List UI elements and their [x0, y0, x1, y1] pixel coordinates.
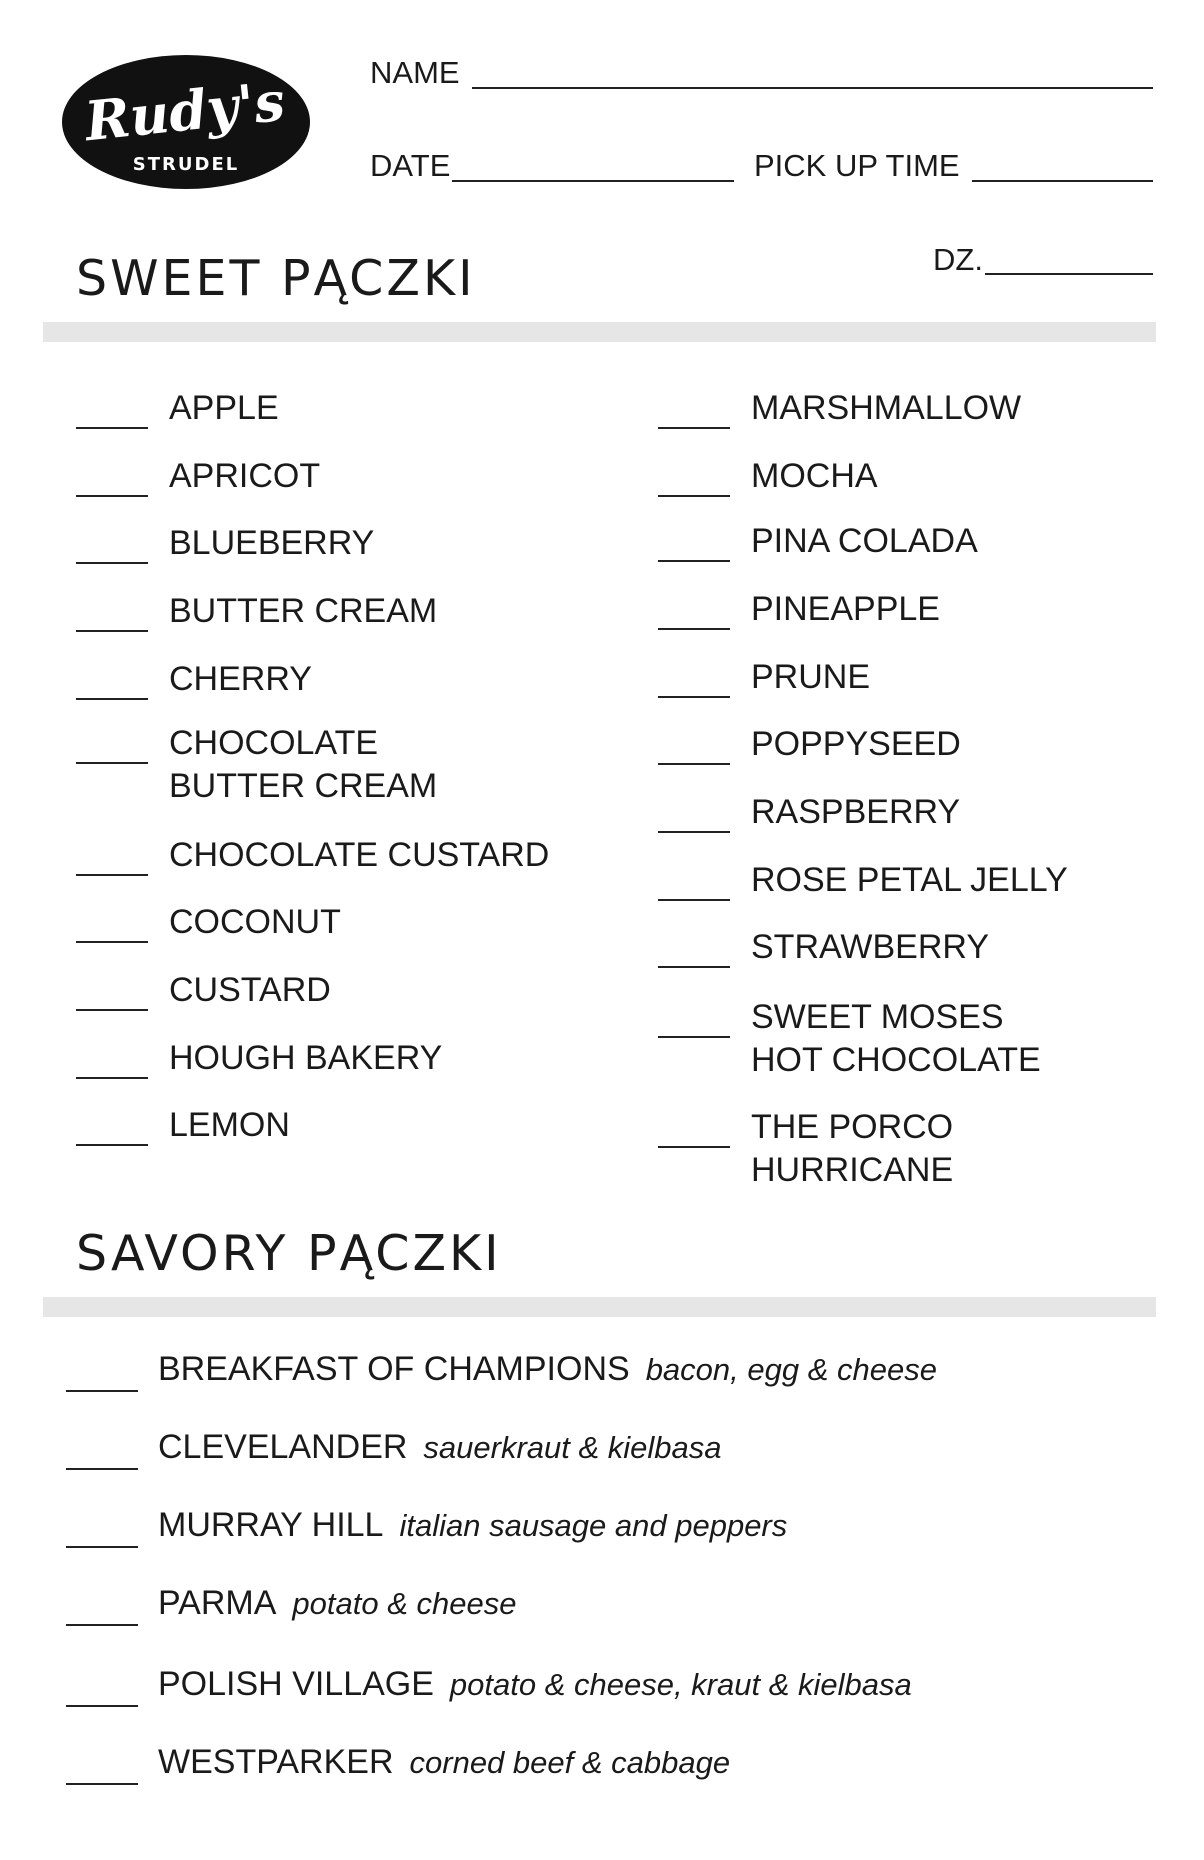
flavor-item — [751, 520, 978, 563]
flavor-label-line2: HOT CHOCOLATE — [751, 1041, 1041, 1079]
flavor-label: APPLE — [169, 389, 279, 427]
savory-item-name: BREAKFAST OF CHAMPIONS — [158, 1350, 630, 1388]
flavor-label: HOUGH BAKERY — [169, 1039, 443, 1077]
quantity-blank[interactable] — [76, 941, 148, 943]
flavor-label: CHERRY — [169, 660, 312, 698]
flavor-label: LEMON — [169, 1106, 290, 1144]
quantity-blank[interactable] — [658, 628, 730, 630]
flavor-item — [169, 1037, 442, 1080]
quantity-blank[interactable] — [76, 698, 148, 700]
savory-item-description: bacon, egg & cheese — [645, 1352, 937, 1387]
quantity-blank[interactable] — [76, 495, 148, 497]
flavor-item — [169, 658, 312, 701]
quantity-blank[interactable] — [76, 762, 148, 764]
savory-item-description: sauerkraut & kielbasa — [423, 1430, 722, 1465]
quantity-blank[interactable] — [658, 560, 730, 562]
quantity-blank[interactable] — [66, 1390, 138, 1392]
flavor-label: BLUEBERRY — [169, 524, 375, 562]
sweet-section-title: SWEET PĄCZKI — [76, 250, 476, 307]
quantity-blank[interactable] — [76, 1009, 148, 1011]
logo-script-text: Rudy's — [81, 68, 288, 154]
savory-item — [158, 1743, 730, 1782]
flavor-item — [751, 455, 878, 498]
name-label: NAME — [370, 55, 460, 90]
savory-item-name: PARMA — [158, 1584, 277, 1622]
savory-item — [158, 1350, 937, 1389]
dozen-field[interactable] — [985, 273, 1153, 275]
flavor-label: CUSTARD — [169, 971, 331, 1009]
savory-item-name: POLISH VILLAGE — [158, 1665, 434, 1703]
flavor-label: BUTTER CREAM — [169, 592, 438, 630]
flavor-label-line2: BUTTER CREAM — [169, 767, 438, 805]
pickup-time-label: PICK UP TIME — [754, 148, 960, 183]
flavor-item — [751, 791, 960, 834]
quantity-blank[interactable] — [66, 1705, 138, 1707]
rudys-strudel-logo — [59, 52, 313, 197]
flavor-label: MARSHMALLOW — [751, 389, 1022, 427]
savory-item — [158, 1506, 787, 1545]
flavor-label: PINA COLADA — [751, 522, 978, 560]
flavor-item — [169, 522, 374, 565]
savory-item-description: potato & cheese — [292, 1586, 517, 1621]
quantity-blank[interactable] — [658, 696, 730, 698]
flavor-item — [751, 926, 989, 969]
flavor-label: COCONUT — [169, 903, 341, 941]
savory-item-description: potato & cheese, kraut & kielbasa — [449, 1667, 912, 1702]
flavor-label: MOCHA — [751, 457, 878, 495]
flavor-item — [169, 722, 437, 808]
flavor-item — [169, 901, 341, 944]
logo-tagline: STRUDEL — [132, 154, 240, 175]
quantity-blank[interactable] — [658, 831, 730, 833]
flavor-item — [751, 996, 1041, 1082]
flavor-label: THE PORCO — [751, 1108, 954, 1146]
quantity-blank[interactable] — [658, 1036, 730, 1038]
savory-item — [158, 1428, 722, 1467]
quantity-blank[interactable] — [76, 630, 148, 632]
flavor-label: STRAWBERRY — [751, 928, 990, 966]
quantity-blank[interactable] — [66, 1546, 138, 1548]
flavor-item — [751, 859, 1068, 902]
flavor-item — [169, 455, 320, 498]
quantity-blank[interactable] — [658, 763, 730, 765]
quantity-blank[interactable] — [658, 966, 730, 968]
quantity-blank[interactable] — [76, 1144, 148, 1146]
quantity-blank[interactable] — [76, 562, 148, 564]
quantity-blank[interactable] — [658, 1146, 730, 1148]
quantity-blank[interactable] — [658, 427, 730, 429]
quantity-blank[interactable] — [658, 899, 730, 901]
quantity-blank[interactable] — [76, 874, 148, 876]
flavor-item — [751, 723, 961, 766]
savory-item-name: WESTPARKER — [158, 1743, 394, 1781]
date-label: DATE — [370, 148, 451, 183]
flavor-item — [169, 1104, 290, 1147]
name-field[interactable] — [472, 87, 1153, 89]
sweet-section-divider — [43, 322, 1156, 342]
flavor-label: POPPYSEED — [751, 725, 961, 763]
quantity-blank[interactable] — [658, 495, 730, 497]
flavor-label: PRUNE — [751, 658, 871, 696]
savory-item-description: corned beef & cabbage — [409, 1745, 731, 1780]
date-field[interactable] — [452, 180, 734, 182]
flavor-label: RASPBERRY — [751, 793, 961, 831]
flavor-item — [169, 387, 279, 430]
savory-section-title: SAVORY PĄCZKI — [76, 1225, 502, 1282]
flavor-label: ROSE PETAL JELLY — [751, 861, 1068, 899]
savory-section-divider — [43, 1297, 1156, 1317]
flavor-label: PINEAPPLE — [751, 590, 940, 628]
savory-item — [158, 1584, 516, 1623]
savory-item-description: italian sausage and peppers — [399, 1508, 788, 1543]
flavor-item — [751, 387, 1021, 430]
flavor-item — [169, 834, 549, 877]
savory-item-name: CLEVELANDER — [158, 1428, 408, 1466]
flavor-label: CHOCOLATE — [169, 724, 379, 762]
logo-badge-icon — [59, 52, 313, 192]
flavor-item — [751, 656, 870, 699]
pickup-time-field[interactable] — [972, 180, 1153, 182]
flavor-item — [169, 969, 331, 1012]
savory-item-name: MURRAY HILL — [158, 1506, 384, 1544]
flavor-label: CHOCOLATE CUSTARD — [169, 836, 550, 874]
quantity-blank[interactable] — [66, 1624, 138, 1626]
dozen-label: DZ. — [933, 242, 983, 277]
quantity-blank[interactable] — [66, 1783, 138, 1785]
flavor-item — [169, 590, 437, 633]
flavor-label: APRICOT — [169, 457, 321, 495]
quantity-blank[interactable] — [76, 1077, 148, 1079]
flavor-label-line2: HURRICANE — [751, 1151, 954, 1189]
flavor-item — [751, 588, 940, 631]
flavor-label: SWEET MOSES — [751, 998, 1004, 1036]
quantity-blank[interactable] — [76, 427, 148, 429]
savory-item — [158, 1665, 912, 1704]
quantity-blank[interactable] — [66, 1468, 138, 1470]
flavor-item — [751, 1106, 953, 1192]
